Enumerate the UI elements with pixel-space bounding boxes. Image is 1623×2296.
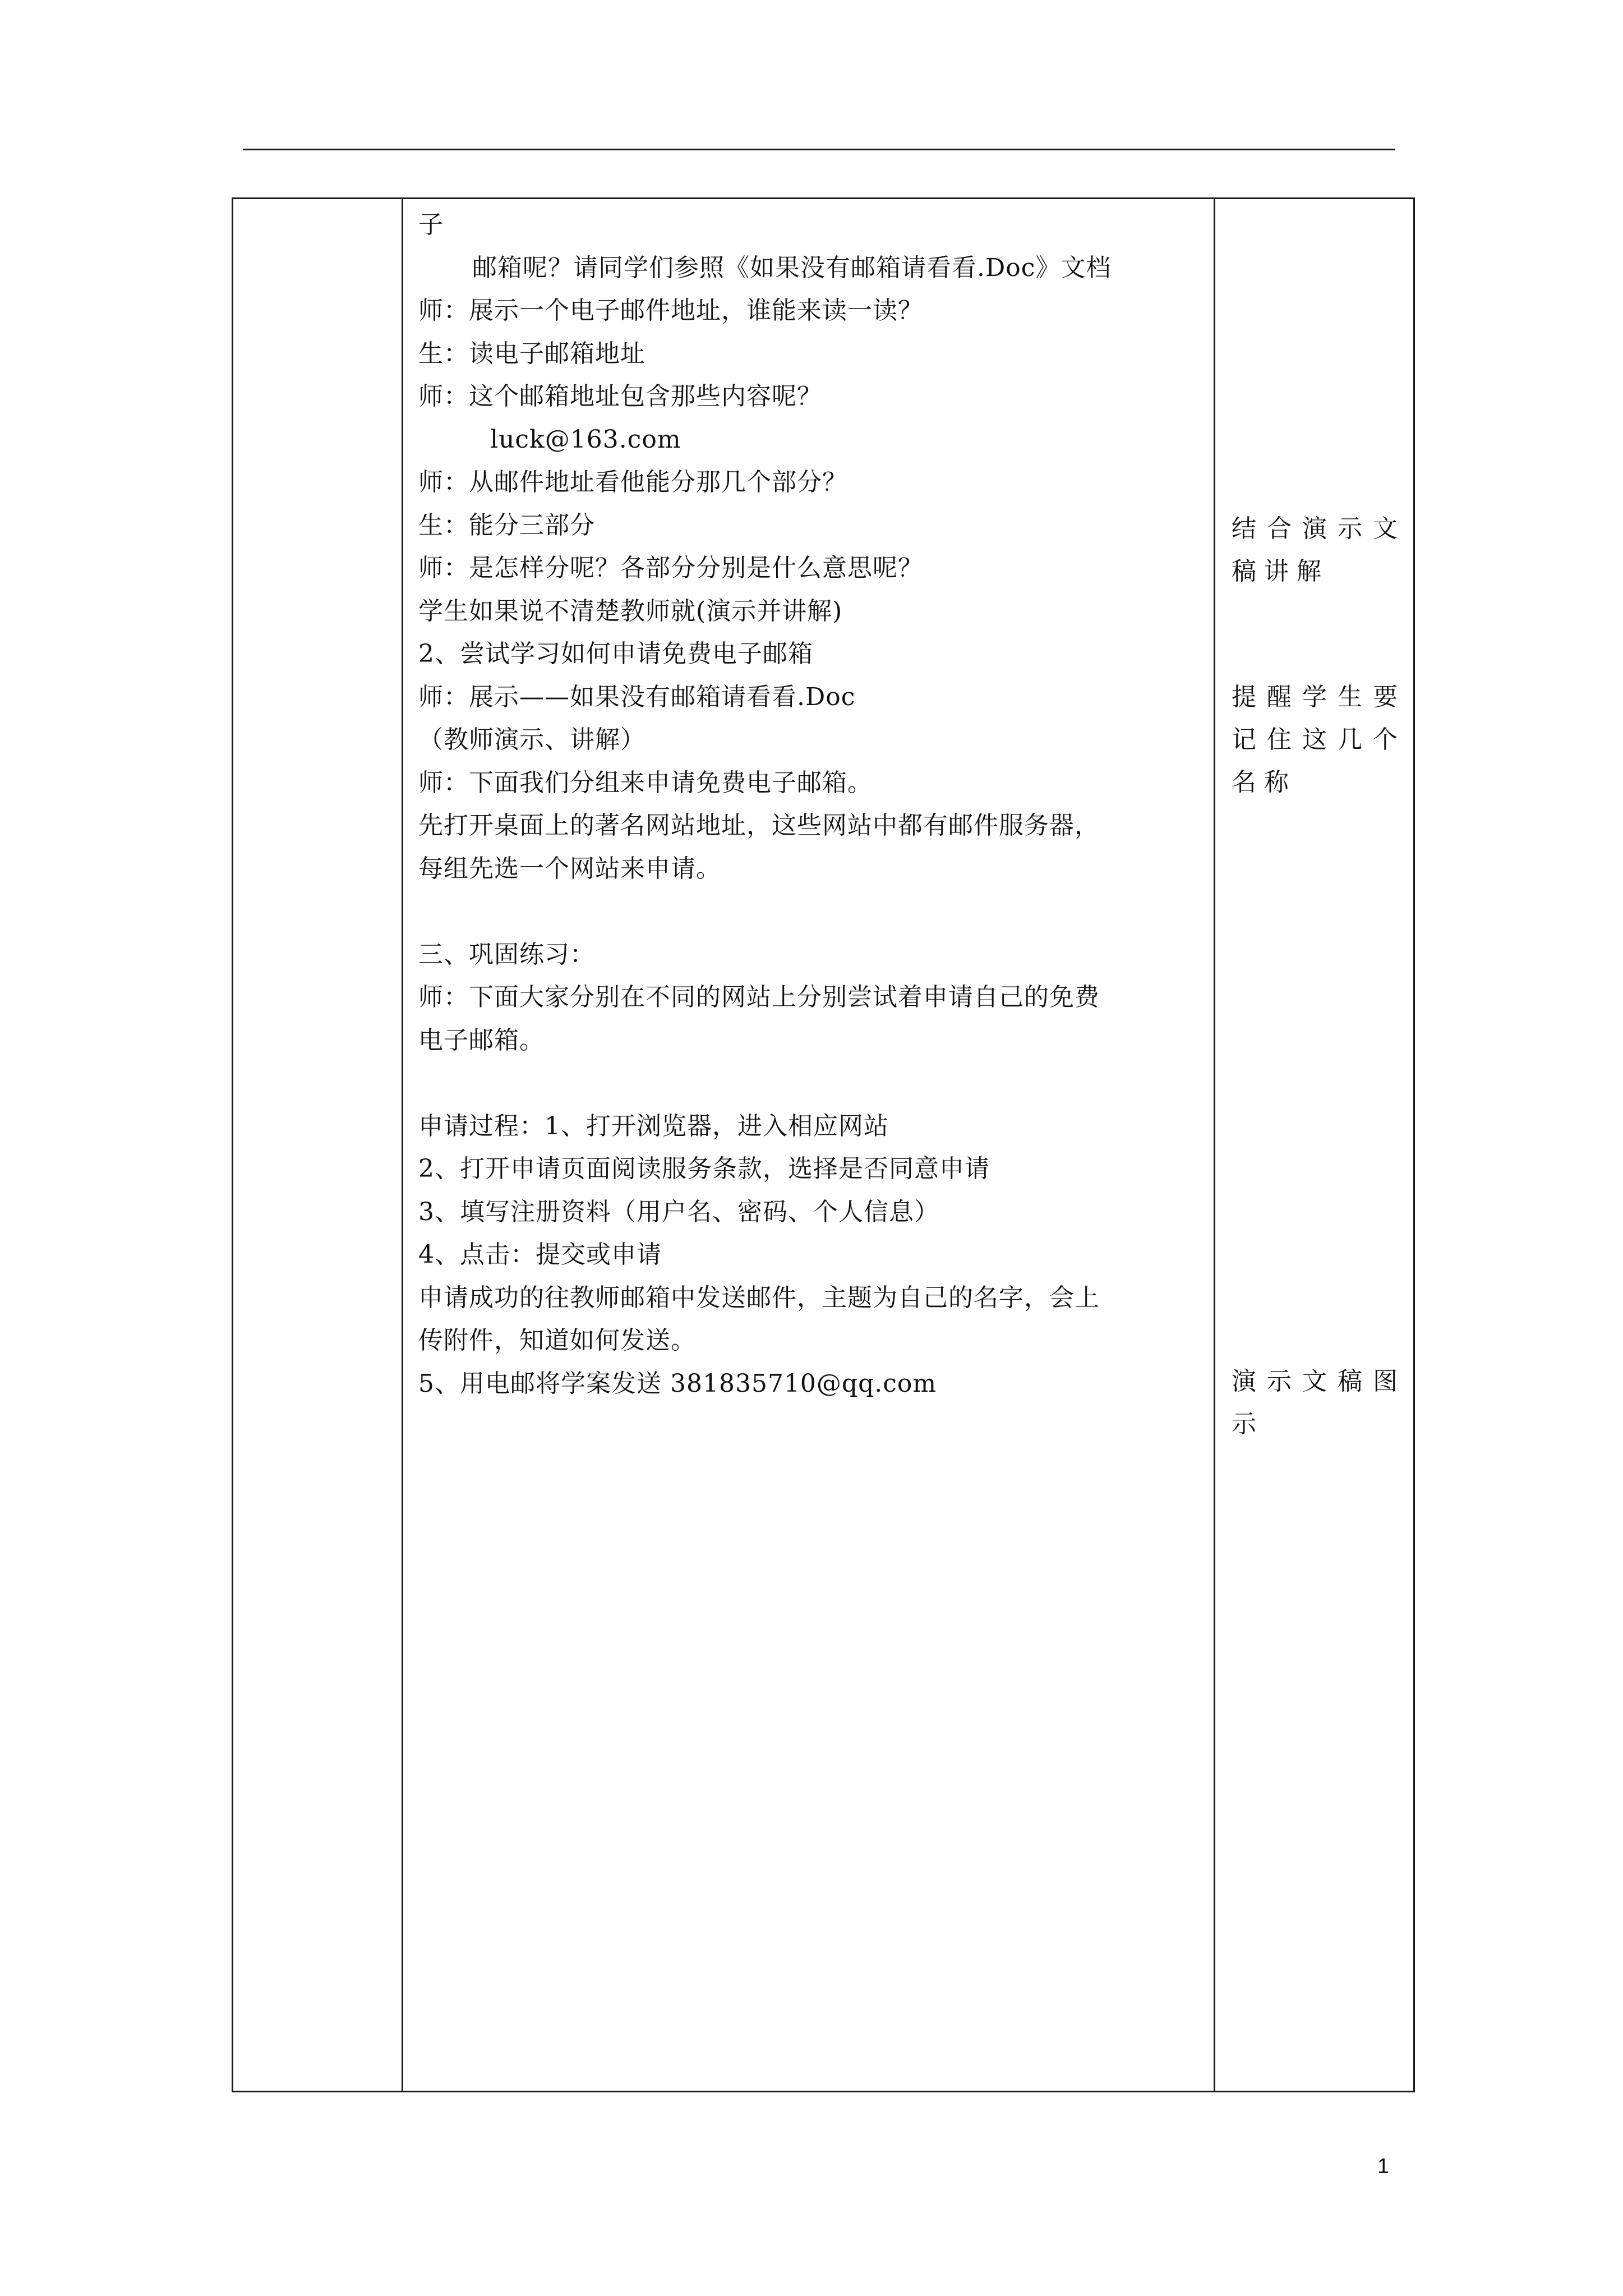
content-line: 师：展示一个电子邮件地址，谁能来读一读？: [418, 296, 923, 325]
content-line: 师：下面我们分组来申请免费电子邮箱。: [418, 768, 873, 797]
content-line: 师：展示——如果没有邮箱请看看.Doc: [418, 682, 856, 711]
header-rule: [243, 149, 1395, 150]
column-divider-right: [1214, 199, 1215, 2091]
teaching-note-3: 演示文稿图示: [1232, 1367, 1405, 1438]
content-line: 2、打开申请页面阅读服务条款，选择是否同意申请: [418, 1154, 990, 1183]
content-line: 每组先选一个网站来申请。: [418, 854, 721, 883]
blank-line: [418, 1062, 1209, 1105]
blank-line: [418, 890, 1209, 933]
teaching-process-cell: [418, 199, 1209, 1405]
content-line: 4、点击：提交或申请: [418, 1240, 662, 1269]
content-line: 师：从邮件地址看他能分那几个部分？: [418, 468, 847, 496]
content-line: 申请成功的往教师邮箱中发送邮件，主题为自己的名字，会上: [418, 1283, 1100, 1312]
teaching-note-1: 结合演示文稿讲解: [1232, 514, 1405, 586]
content-line: 学生如果说不清楚教师就(演示并讲解): [418, 596, 843, 625]
content-line: 生：读电子邮箱地址: [418, 339, 645, 368]
lesson-plan-table: [232, 197, 1415, 2092]
content-line: 电子邮箱。: [418, 1025, 545, 1055]
content-line: 师：这个邮箱地址包含那些内容呢？: [418, 382, 822, 411]
content-line: 生：能分三部分: [418, 510, 595, 540]
content-line: 子: [418, 210, 444, 239]
content-line: 先打开桌面上的著名网站地址，这些网站中都有邮件服务器，: [418, 811, 1100, 840]
content-line: （教师演示、讲解）: [418, 725, 645, 754]
content-line: 传附件，知道如何发送。: [418, 1326, 696, 1355]
content-line: 5、用电邮将学案发送 381835710@qq.com: [418, 1369, 937, 1398]
content-line: 师：下面大家分别在不同的网站上分别尝试着申请自己的免费: [418, 983, 1100, 1011]
content-line: 师：是怎样分呢？各部分分别是什么意思呢？: [418, 554, 923, 582]
page-number: 1: [1377, 2155, 1390, 2178]
content-line: 申请过程：1、打开浏览器，进入相应网站: [418, 1111, 889, 1140]
email-example: luck@163.com: [490, 425, 681, 454]
content-line: 3、填写注册资料（用户名、密码、个人信息）: [418, 1197, 939, 1226]
section-heading: 三、巩固练习：: [418, 940, 595, 969]
content-line: 邮箱呢？请同学们参照《如果没有邮箱请看看.Doc》文档: [472, 253, 1112, 282]
column-divider-left: [402, 199, 403, 2091]
content-line: 2、尝试学习如何申请免费电子邮箱: [418, 639, 813, 668]
teaching-note-2: 提醒学生要记住这几个名称: [1232, 683, 1405, 797]
